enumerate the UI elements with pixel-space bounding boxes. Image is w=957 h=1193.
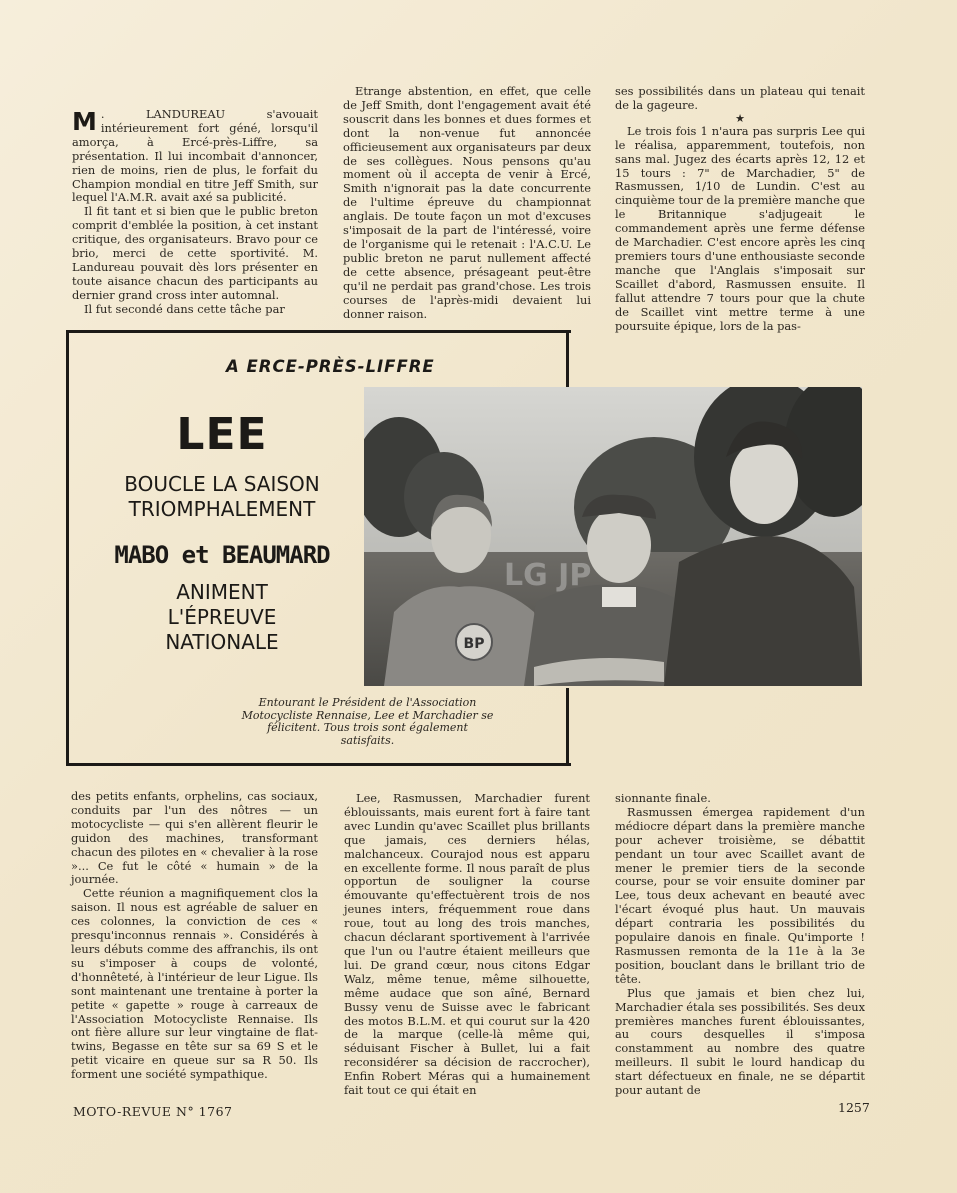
column-3-top bbox=[615, 85, 865, 333]
column-1-top bbox=[72, 108, 318, 317]
photo-caption: Entourant le Président de l'Association Motocycliste Rennaise, Lee et Marchadier se félicitent. Tous trois sont également satisfaits. bbox=[241, 696, 494, 747]
paragraph: M . LANDUREAU s'avouait intérieurement fort géné, lorsqu'il amorça, à Ercé-près-Liffre, sa présentation. Il lui incombait d'annoncer, rien de moins, rien de plus, le forfait du Champion mondial en titre Jeff Smith, sur lequel l'A.M.R. avait axé sa publicité. bbox=[72, 107, 318, 205]
paragraph: ses possibilités dans un plateau qui tenait de la gageure. bbox=[615, 84, 865, 112]
article-kicker: A ERCE-PRÈS-LIFFRE bbox=[226, 357, 435, 376]
column-1-bottom bbox=[71, 790, 318, 1082]
section-star: ★ bbox=[735, 111, 745, 125]
column-3-bottom bbox=[615, 792, 865, 1098]
photo-three-men bbox=[364, 387, 862, 686]
paragraph: Cette réunion a magnifiquement clos la saison. Il nous est agréable de saluer en ces colonnes, la conviction de ces « presqu'inconnus rennais ». Considérés à leurs débuts comme des affranchis, ils ont su s'imposer à coups de volonté, d'honnêteté, à l'intérieur de leur Ligue. Ils sont maintenant une trentaine à porter la petite « gapette » rouge à carreaux de l'Association Motocycliste Rennaise. Ils ont fière allure sur leur vingtaine de flat-twins, Begasse en tête sur sa 69 S et le petit vicaire en queue sur sa R 50. Ils forment une société sympathique. bbox=[71, 886, 318, 1082]
paragraph: des petits enfants, orphelins, cas sociaux, conduits par l'un des nôtres — un motocycliste — qui s'en allèrent fleurir le guidon des machines, transformant chacun des pilotes en « chevalier à la rose »... Ce fut le côté « humain » de la journée. bbox=[71, 789, 318, 887]
paragraph: Il fit tant et si bien que le public breton comprit d'emblée la position, à cet instant critique, des organisateurs. Bravo pour ce brio, merci de cette sportivité. M. Landureau pouvait dès lors présenter en toute aisance chacun des participants au dernier grand cross inter automnal. bbox=[72, 204, 318, 302]
paragraph: Il fut secondé dans cette tâche par bbox=[84, 301, 285, 316]
subheadline: BOUCLE LA SAISON TRIOMPHALEMENT bbox=[124, 472, 320, 521]
paragraph: Plus que jamais et bien chez lui, Marchadier étala ses possibilités. Ses deux premières manches furent éblouissantes, au cours desquelles il s'imposa constamment au nombre des quatre meilleurs. Il subit le lourd handicap du start défectueux en finale, ne se départit pour autant de bbox=[615, 985, 865, 1098]
photo-watermark: LG JP bbox=[504, 558, 592, 593]
column-2-top bbox=[343, 85, 591, 321]
magazine-issue-footer: MOTO-REVUE N° 1767 bbox=[73, 1104, 233, 1119]
paragraph: sionnante finale. bbox=[615, 791, 711, 805]
feature-box-frame-right-lower bbox=[566, 688, 569, 763]
headline-block bbox=[76, 410, 368, 655]
paragraph: Rasmussen émergea rapidement d'un médiocre départ dans la première manche pour achever troisième, se débattit pendant un tour avec Scaillet avant de mener le premier tiers de la seconde course, pour se voir ensuite dominer par Lee, tous deux achevant en beauté avec l'écart évoqué plus haut. Un mauvais départ contraria les possibilités du populaire danois en finale. Qu'importe ! Rasmussen remonta de la 11e à la 3e position, bouclant dans le brillant trio de tête. bbox=[615, 804, 865, 986]
feature-box-frame-right bbox=[566, 330, 569, 388]
page-number: 1257 bbox=[838, 1100, 870, 1115]
paragraph: Etrange abstention, en effet, que celle de Jeff Smith, dont l'engagement avait été souscrit dans les bonnes et dues formes et dont la non-venue fut annoncée officieusement aux organisateurs par deux de ses collègues. Nous pensons qu'au moment où il accepta de venir à Ercé, Smith n'ignorait pas la date concurrente de l'ultime épreuve du championnat anglais. De toute façon un mot d'excuses s'imposait de la part de l'intéressé, voire de l'organisme qui le retenait : l'A.C.U. Le public breton ne parut nullement affecté de cette absence, présageant peut-être qu'il ne perdait pas grand'chose. Les trois courses de l'après-midi devaient lui donner raison. bbox=[343, 84, 591, 321]
secondary-headline: MABO et BEAUMARD bbox=[114, 541, 330, 569]
secondary-subheadline: ANIMENT L'ÉPREUVE NATIONALE bbox=[165, 580, 279, 654]
paragraph: Lee, Rasmussen, Marchadier furent éblouissants, mais eurent fort à faire tant avec Lundin qu'avec Scaillet plus brillants que jamais, ces derniers hélas, malchanceux. Courajod nous est apparu en excellente forme. Il nous paraît de plus opportun de souligner la course émouvante qu'effectuèrent trois de nos jeunes inters, fréquemment roue dans roue, tout au long des trois manches, chacun déclarant sportivement à l'arrivée que l'un ou l'autre étaient meilleurs que lui. De grand cœur, nous citons Edgar Walz, même tenue, même silhouette, même audace que son aîné, Bernard Bussy venu de Suisse avec le fabricant des motos B.L.M. et qui courut sur la 420 de la marque (celle-là même qui, séduisant Fischer à Bullet, lui a fait reconsidérer sa décision de raccrocher), Enfin Robert Méras qui a humainement fait tout ce qui était en bbox=[344, 791, 590, 1098]
jersey-logo: BP bbox=[463, 636, 485, 652]
paragraph: Le trois fois 1 n'aura pas surpris Lee qui le réalisa, apparemment, toutefois, non sans mal. Jugez des écarts après 12, 12 et 15 tours : 7" de Marchadier, 5" de Rasmussen, 1/10 de Lundin. C'est au cinquième tour de la première manche que le Britannique s'adjugeait le commandement après une ferme défense de Marchadier. C'est encore après les cinq premiers tours d'une enthousiaste seconde manche que l'Anglais s'imposait sur Scaillet d'abord, Rasmussen ensuite. Il fallut attendre 7 tours pour que la chute de Scaillet vint mettre terme à une poursuite épique, lors de la pas- bbox=[615, 123, 865, 333]
drop-cap: M bbox=[72, 107, 97, 136]
headline: LEE bbox=[176, 409, 268, 460]
column-2-bottom bbox=[344, 792, 590, 1098]
